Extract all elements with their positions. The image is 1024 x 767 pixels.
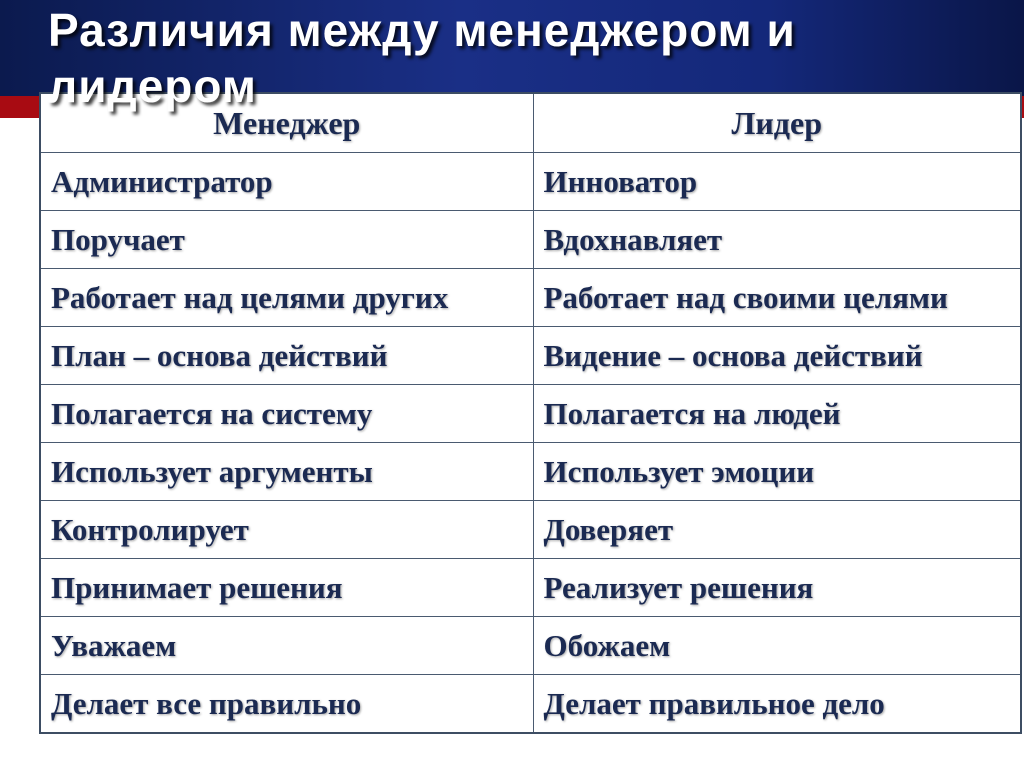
leader-cell: Вдохнавляет: [533, 211, 1021, 269]
leader-cell: Работает над своими целями: [533, 269, 1021, 327]
manager-cell: Делает все правильно: [40, 675, 533, 734]
leader-cell: Использует эмоции: [533, 443, 1021, 501]
leader-cell: Инноватор: [533, 153, 1021, 211]
manager-cell: Принимает решения: [40, 559, 533, 617]
manager-cell: Уважаем: [40, 617, 533, 675]
table-row: [40, 385, 1021, 443]
table-row: [40, 501, 1021, 559]
manager-cell: Администратор: [40, 153, 533, 211]
comparison-table: [39, 92, 1022, 734]
table-row: [40, 675, 1021, 734]
table-row: [40, 617, 1021, 675]
manager-cell: Использует аргументы: [40, 443, 533, 501]
table-row: [40, 327, 1021, 385]
table-row: [40, 153, 1021, 211]
table-row: [40, 269, 1021, 327]
manager-cell: Поручает: [40, 211, 533, 269]
manager-cell: План – основа действий: [40, 327, 533, 385]
table-row: [40, 443, 1021, 501]
column-header-leader: Лидер: [533, 93, 1021, 153]
manager-cell: Контролирует: [40, 501, 533, 559]
leader-cell: Полагается на людей: [533, 385, 1021, 443]
leader-cell: Обожаем: [533, 617, 1021, 675]
leader-cell: Доверяет: [533, 501, 1021, 559]
slide-title: Различия между менеджером и лидером: [48, 4, 796, 112]
column-header-manager: Менеджер: [40, 93, 533, 153]
leader-cell: Видение – основа действий: [533, 327, 1021, 385]
leader-cell: Делает правильное дело: [533, 675, 1021, 734]
table-row: [40, 211, 1021, 269]
table-row: [40, 559, 1021, 617]
manager-cell: Полагается на систему: [40, 385, 533, 443]
leader-cell: Реализует решения: [533, 559, 1021, 617]
manager-cell: Работает над целями других: [40, 269, 533, 327]
